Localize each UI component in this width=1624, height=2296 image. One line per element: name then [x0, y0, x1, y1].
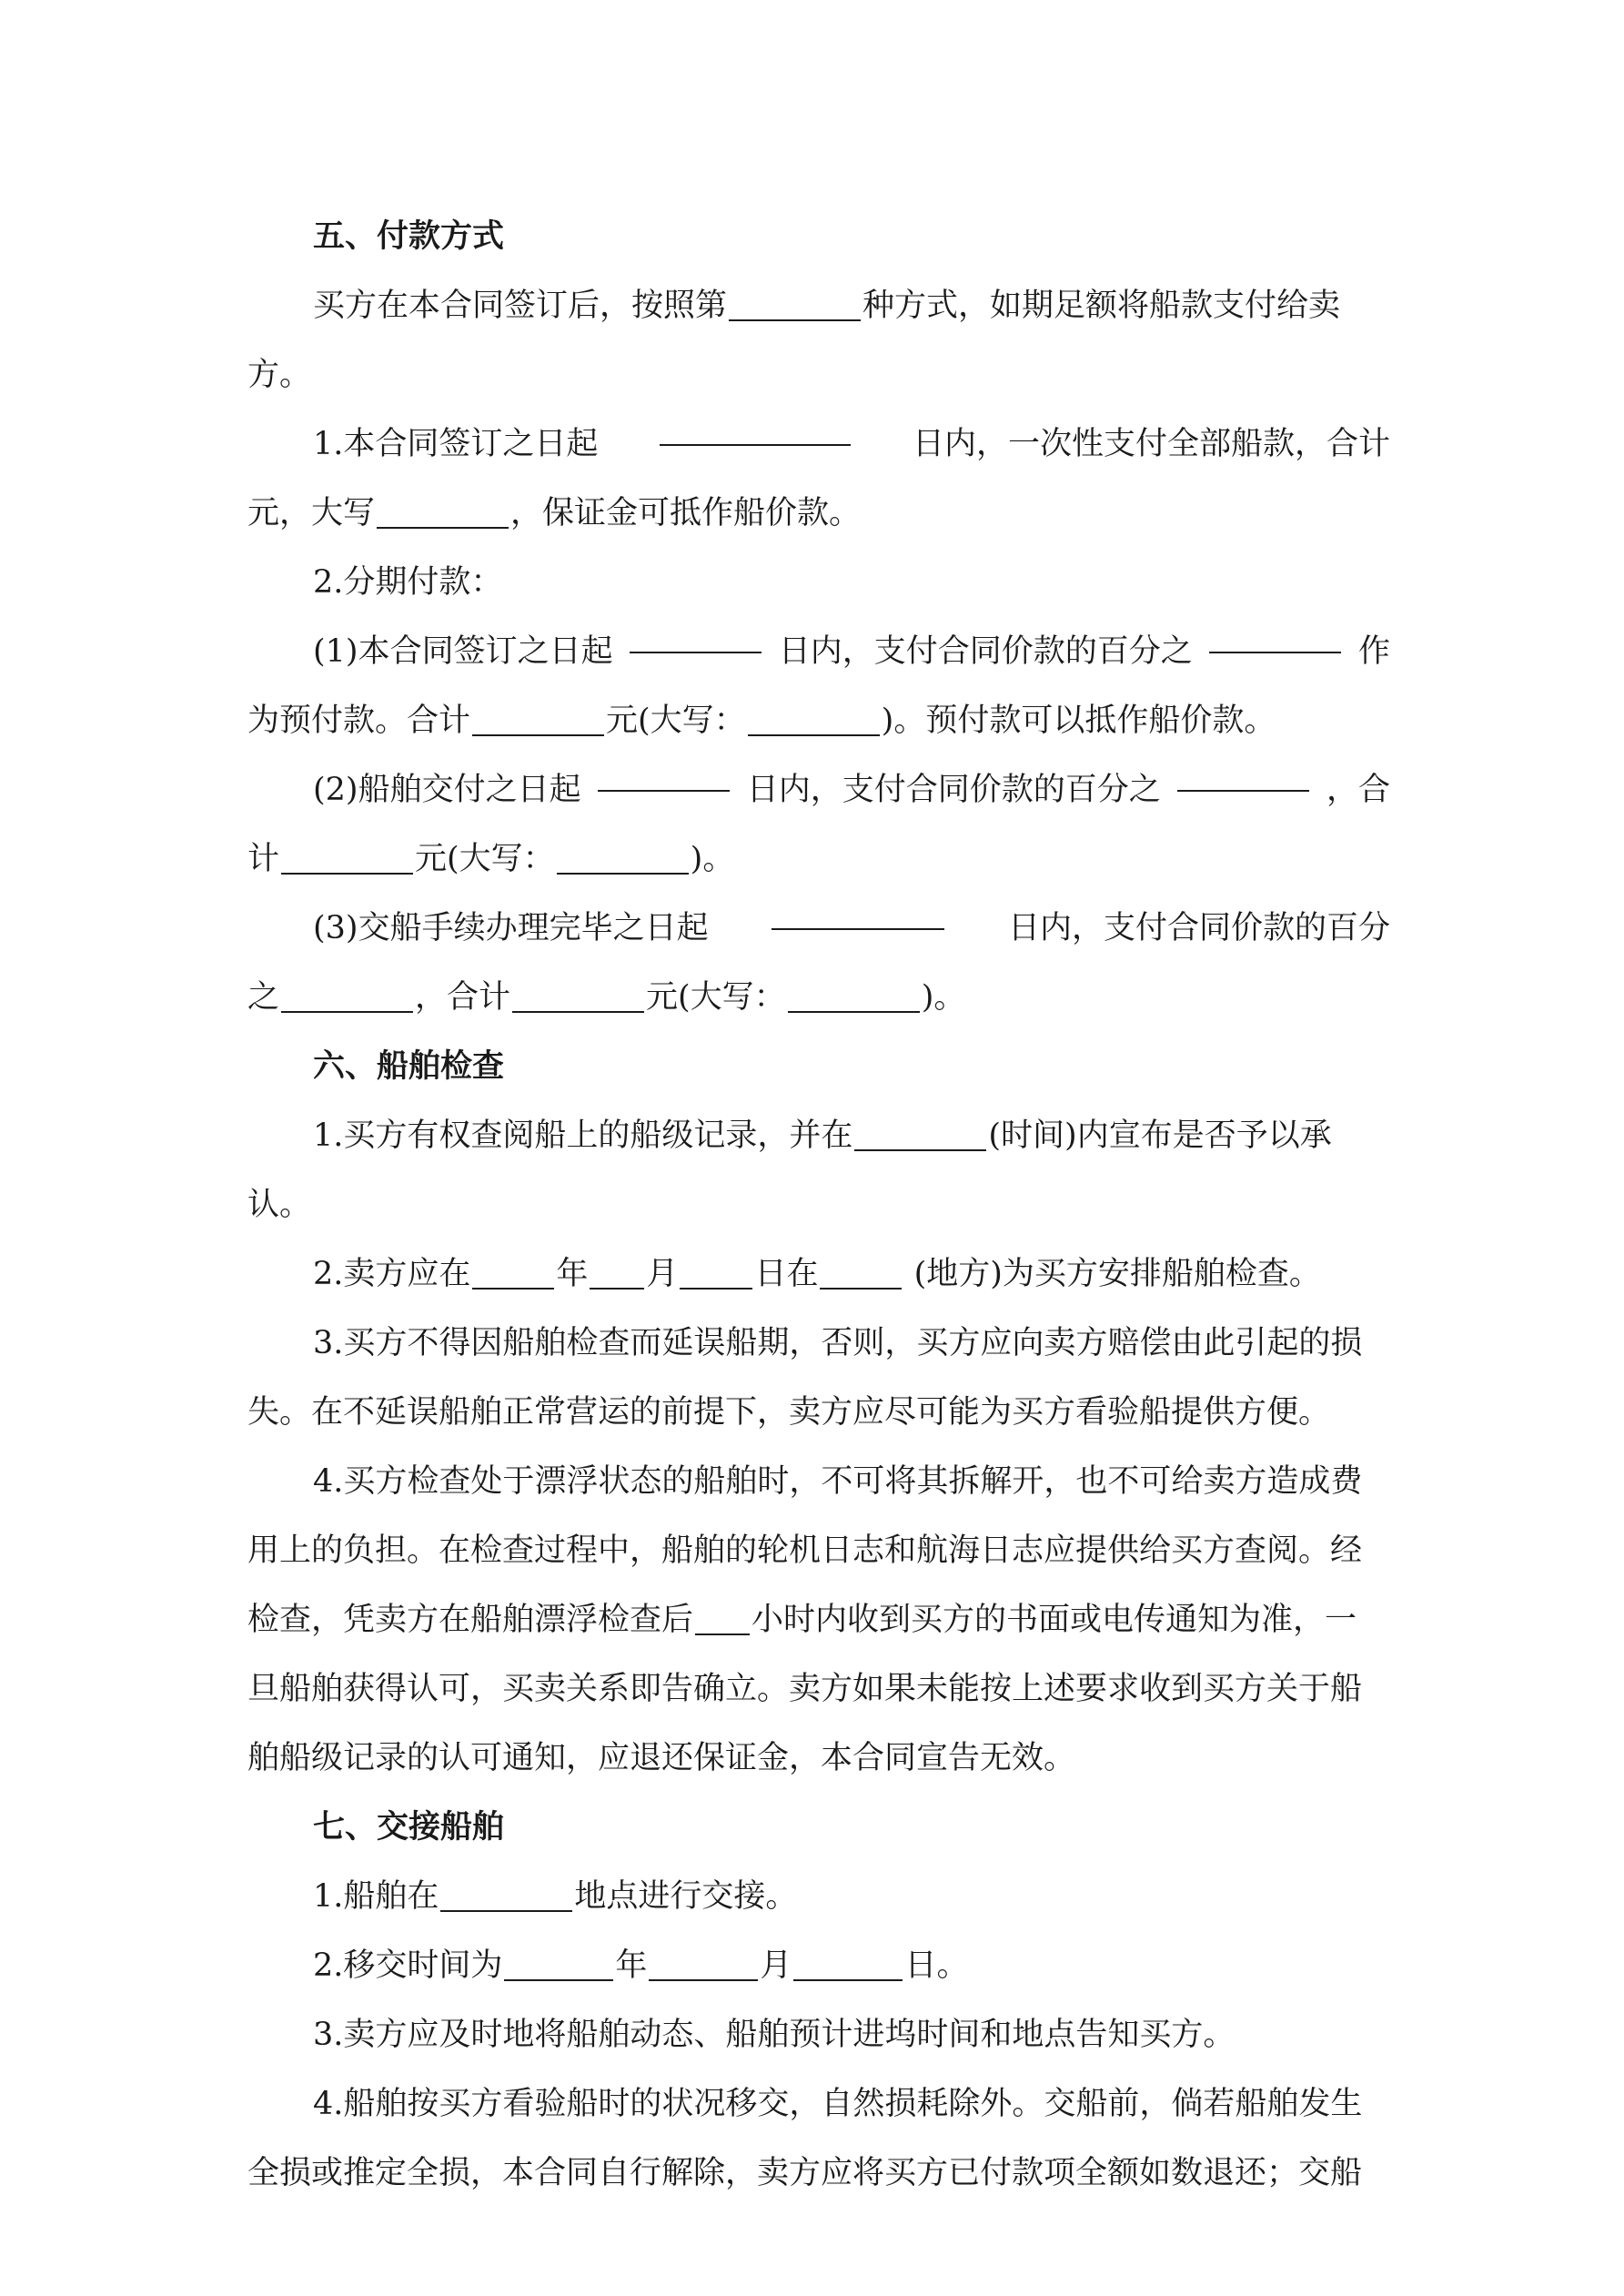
paragraph-inspection-4-line2: 用上的负担。在检查过程中，船舶的轮机日志和航海日志应提供给买方查阅。经: [247, 1532, 1363, 1569]
paragraph-lump-sum-cont: 元，大写 ，保证金可抵作船价款。: [247, 479, 1390, 548]
paragraph-inspection-1-cont: 认。: [247, 1187, 312, 1223]
blank-inspection-hours: [695, 1599, 750, 1635]
blank-inst1-amount: [472, 700, 604, 736]
blank-inst1-days: [630, 617, 762, 653]
blank-inspection-time: [854, 1115, 986, 1151]
blank-inst3-words: [788, 976, 920, 1013]
paragraph-inspection-4: 4.买方检查处于漂浮状态的船舶时，不可将其拆解开，也不可给卖方造成费: [313, 1463, 1363, 1500]
section-heading-delivery: 七、交接船舶: [313, 1808, 505, 1846]
paragraph-delivery-4: 4.船舶按买方看验船时的状况移交，自然损耗除外。交船前，倘若船舶发生: [313, 2086, 1363, 2122]
paragraph-lump-sum: 1.本合同签订之日起 日内，一次性支付全部船款，合计: [247, 410, 1390, 479]
paragraph-inspection-4-line4: 旦船舶获得认可，买卖关系即告确立。卖方如果未能按上述要求收到买方关于船: [247, 1671, 1363, 1707]
blank-lump-amount-words: [377, 492, 509, 529]
blank-inspection-day: [680, 1253, 752, 1290]
paragraph-payment-intro-cont: 方。: [247, 357, 312, 393]
blank-delivery-day: [793, 1945, 903, 1981]
blank-inst2-days: [598, 755, 730, 792]
paragraph-installment-2: (2)船舶交付之日起 日内，支付合同价款的百分之 ，合: [247, 755, 1390, 824]
blank-inspection-place: [820, 1253, 902, 1290]
paragraph-inspection-1: 1.买方有权查阅船上的船级记录，并在 (时间)内宣布是否予以承: [247, 1101, 1390, 1170]
paragraph-installments: 2.分期付款：: [313, 564, 503, 601]
paragraph-delivery-2: 2.移交时间为 年 月 日。: [247, 1931, 1390, 2000]
blank-payment-method: [729, 285, 861, 321]
paragraph-inspection-4-line5: 舶船级记录的认可通知，应退还保证金，本合同宣告无效。: [247, 1740, 1076, 1776]
blank-inst2-words: [557, 838, 689, 875]
blank-inst2-amount: [281, 838, 413, 875]
paragraph-installment-1: (1)本合同签订之日起 日内，支付合同价款的百分之 作: [247, 617, 1390, 686]
blank-inst2-percent: [1177, 755, 1309, 792]
blank-delivery-place: [440, 1876, 572, 1912]
blank-inst1-percent: [1209, 617, 1341, 653]
paragraph-payment-intro: 买方在本合同签订后，按照第 种方式，如期足额将船款支付给卖: [247, 271, 1390, 340]
paragraph-installment-3: (3)交船手续办理完毕之日起 日内，支付合同价款的百分: [247, 894, 1390, 963]
blank-inst3-percent: [281, 976, 413, 1013]
paragraph-delivery-3: 3.卖方应及时地将船舶动态、船舶预计进坞时间和地点告知买方。: [313, 2017, 1236, 2053]
paragraph-installment-1-cont: 为预付款。合计 元(大写： )。预付款可以抵作船价款。: [247, 686, 1390, 755]
blank-lump-days: [660, 410, 851, 446]
section-heading-inspection: 六、船舶检查: [313, 1047, 505, 1085]
section-heading-payment: 五、付款方式: [313, 217, 505, 255]
blank-inspection-year: [472, 1253, 554, 1290]
paragraph-inspection-3: 3.买方不得因船舶检查而延误船期，否则，买方应向卖方赔偿由此引起的损: [313, 1325, 1363, 1361]
document-body: [247, 202, 1390, 2208]
paragraph-installment-2-cont: 计 元(大写： )。: [247, 824, 1390, 894]
paragraph-inspection-3-cont: 失。在不延误船舶正常营运的前提下，卖方应尽可能为买方看验船提供方便。: [247, 1394, 1331, 1431]
paragraph-inspection-2: 2.卖方应在 年 月 日在 (地方)为买方安排船舶检查。: [247, 1239, 1390, 1309]
paragraph-installment-3-cont: 之 ，合计 元(大写： )。: [247, 963, 1390, 1032]
blank-inst3-days: [772, 894, 944, 930]
paragraph-delivery-4-cont: 全损或推定全损，本合同自行解除，卖方应将买方已付款项全额如数退还；交船: [247, 2155, 1363, 2191]
blank-inst3-amount: [512, 976, 644, 1013]
paragraph-delivery-1: 1.船舶在 地点进行交接。: [247, 1862, 1390, 1931]
blank-delivery-year: [504, 1945, 613, 1981]
paragraph-inspection-4-line3: 检查，凭卖方在船舶漂浮检查后 小时内收到买方的书面或电传通知为准，一: [247, 1585, 1390, 1654]
blank-inst1-words: [748, 700, 880, 736]
blank-inspection-month: [590, 1253, 644, 1290]
blank-delivery-month: [649, 1945, 758, 1981]
